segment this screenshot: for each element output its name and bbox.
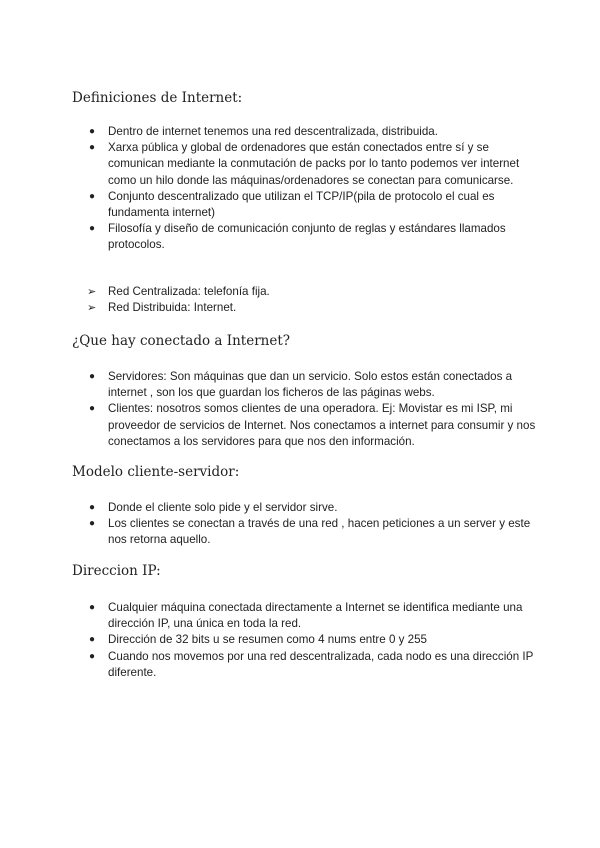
list-item: [89, 632, 538, 648]
list-item-text: Xarxa pública y global de ordenadores que están conectados entre sí y se comunican mediante la conmutación de packs por lo tanto podemos ver internet como un hilo donde las máquinas/ordenadores se conectan para comunicarse.: [108, 141, 520, 187]
list-item-text: Servidores: Son máquinas que dan un servicio. Solo estos están conectados a internet , son los que guardan los ficheros de las páginas webs.: [108, 370, 513, 400]
list-item-text: Conjunto descentralizado que utilizan el TCP/IP(pila de protocolo el cual es fundamenta internet): [108, 189, 495, 220]
arrow-bullet-icon: ➢: [87, 286, 97, 298]
bullet-icon: ●: [89, 371, 96, 382]
list-item-text: Red Distribuida: Internet.: [108, 301, 237, 315]
list-item: [89, 221, 538, 253]
list-item-text: Cuando nos movemos por una red descentralizada, cada nodo es una dirección IP diferente.: [108, 649, 534, 679]
list-item: [89, 500, 538, 516]
cliente-servidor-bullet-list: [89, 500, 538, 549]
list-item-text: Dirección de 32 bits u se resumen como 4 nums entre 0 y 255: [108, 633, 427, 647]
list-item-text: Filosofía y diseño de comunicación conjunto de reglas y estándares llamados protocolos.: [108, 222, 506, 252]
list-item: [89, 401, 538, 450]
list-item: [89, 516, 538, 548]
list-item: [87, 284, 538, 300]
bullet-icon: ●: [89, 634, 96, 646]
list-item-text: Dentro de internet tenemos una red descentralizada, distribuida.: [108, 125, 438, 138]
list-item: [89, 649, 538, 681]
bullet-icon: ●: [89, 518, 96, 530]
definiciones-bullet-list: [89, 124, 538, 254]
list-item: [89, 600, 538, 632]
bullet-icon: ●: [89, 602, 96, 613]
list-item-text: Donde el cliente solo pide y el servidor sirve.: [108, 501, 338, 514]
section-heading-definiciones: Definiciones de Internet:: [72, 90, 243, 106]
list-item: [87, 300, 538, 316]
bullet-icon: ●: [89, 223, 96, 235]
section-heading-direccion-ip: Direccion IP:: [72, 563, 161, 579]
direccion-ip-bullet-list: [89, 600, 538, 681]
list-item: [89, 140, 538, 189]
bullet-icon: ●: [89, 650, 96, 662]
conectado-bullet-list: [89, 369, 538, 450]
list-item: [89, 369, 538, 401]
arrow-bullet-icon: ➢: [87, 302, 97, 315]
list-item: [89, 124, 538, 140]
section-heading-conectado: ¿Que hay conectado a Internet?: [72, 333, 290, 349]
list-item-text: Los clientes se conectan a través de una red , hacen peticiones a un server y este nos retorna aquello.: [108, 517, 531, 547]
section-heading-cliente-servidor: Modelo cliente-servidor:: [72, 464, 240, 480]
red-types-arrow-list: [87, 284, 538, 316]
bullet-icon: ●: [89, 190, 96, 202]
list-item-text: Cualquier máquina conectada directamente a Internet se identifica mediante una dirección IP, una única en toda la red.: [108, 601, 523, 631]
bullet-icon: ●: [89, 126, 96, 137]
list-item-text: Clientes: nosotros somos clientes de una operadora. Ej: Movistar es mi ISP, mi proveedor de servicios de Internet. Nos conectamos a internet para consumir y nos conectamos a los servidores para que nos den información.: [108, 402, 536, 448]
list-item: [89, 189, 538, 221]
bullet-icon: ●: [89, 403, 96, 415]
bullet-icon: ●: [89, 502, 96, 513]
bullet-icon: ●: [89, 142, 96, 154]
list-item-text: Red Centralizada: telefonía fija.: [108, 285, 270, 298]
